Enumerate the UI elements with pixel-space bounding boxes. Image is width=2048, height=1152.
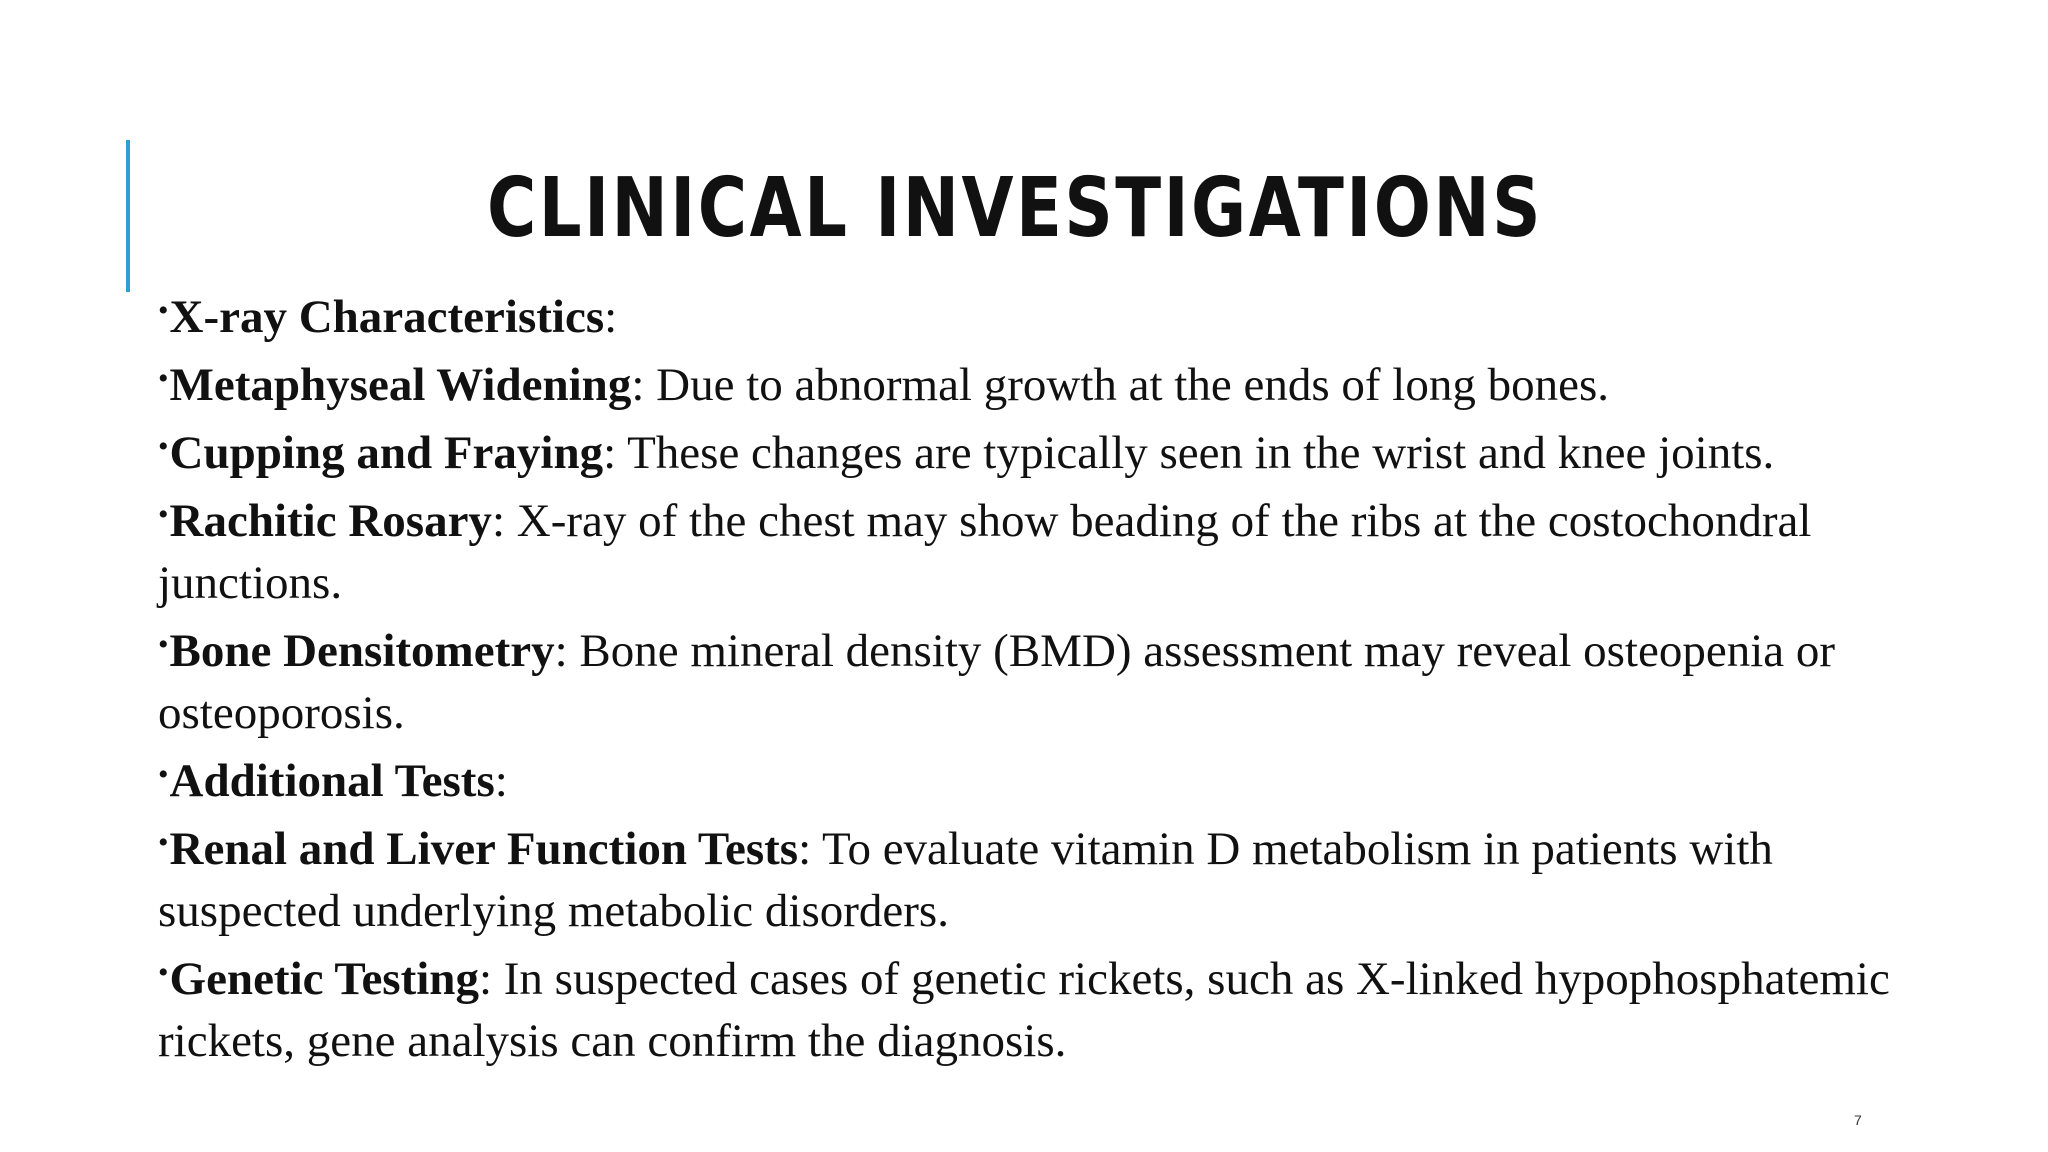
bullet-icon: • <box>158 826 169 859</box>
list-item-additional-tests <box>158 744 1918 812</box>
item-label: Cupping and Fraying <box>169 427 604 479</box>
bullet-icon: • <box>158 956 169 989</box>
list-item-genetic-testing <box>158 942 1918 1072</box>
item-label: Rachitic Rosary <box>169 495 492 547</box>
item-text: : These changes are typically seen in the wrist and knee joints. <box>603 427 1775 479</box>
item-text: : Bone mineral density (BMD) assessment may reveal osteopenia or osteoporosis. <box>158 625 1836 739</box>
item-label: Bone Densitometry <box>169 625 555 677</box>
item-label: Additional Tests <box>169 755 495 807</box>
page-number: 7 <box>1854 1112 1862 1128</box>
list-item-renal-liver-tests <box>158 812 1918 942</box>
item-text: : X-ray of the chest may show beading of the ribs at the costochondral junctions. <box>158 495 1812 609</box>
list-item-rachitic-rosary <box>158 484 1918 614</box>
bullet-icon: • <box>158 628 169 661</box>
list-item-metaphyseal-widening <box>158 348 1918 416</box>
list-item-xray-characteristics <box>158 280 1918 348</box>
bullet-icon: • <box>158 294 169 327</box>
bullet-icon: • <box>158 498 169 531</box>
item-text: : <box>494 755 508 807</box>
item-text: : <box>604 291 618 343</box>
slide-body <box>158 280 1918 1072</box>
list-item-bone-densitometry <box>158 614 1918 744</box>
item-text: : Due to abnormal growth at the ends of long bones. <box>631 359 1609 411</box>
list-item-cupping-and-fraying <box>158 416 1918 484</box>
item-text: : To evaluate vitamin D metabolism in patients with suspected underlying metabolic disorders. <box>158 823 1773 937</box>
bullet-icon: • <box>158 430 169 463</box>
bullet-icon: • <box>158 758 169 791</box>
item-label: Renal and Liver Function Tests <box>169 823 799 875</box>
title-accent-bar <box>126 140 130 292</box>
item-label: X-ray Characteristics <box>169 291 605 343</box>
item-label: Metaphyseal Widening <box>169 359 632 411</box>
item-text: : In suspected cases of genetic rickets, such as X-linked hypophosphatemic rickets, gene analysis can confirm the diagnosis. <box>158 953 1890 1067</box>
slide-title: CLINICAL INVESTIGATIONS <box>486 161 1544 256</box>
item-label: Genetic Testing <box>169 953 479 1005</box>
bullet-icon: • <box>158 362 169 395</box>
